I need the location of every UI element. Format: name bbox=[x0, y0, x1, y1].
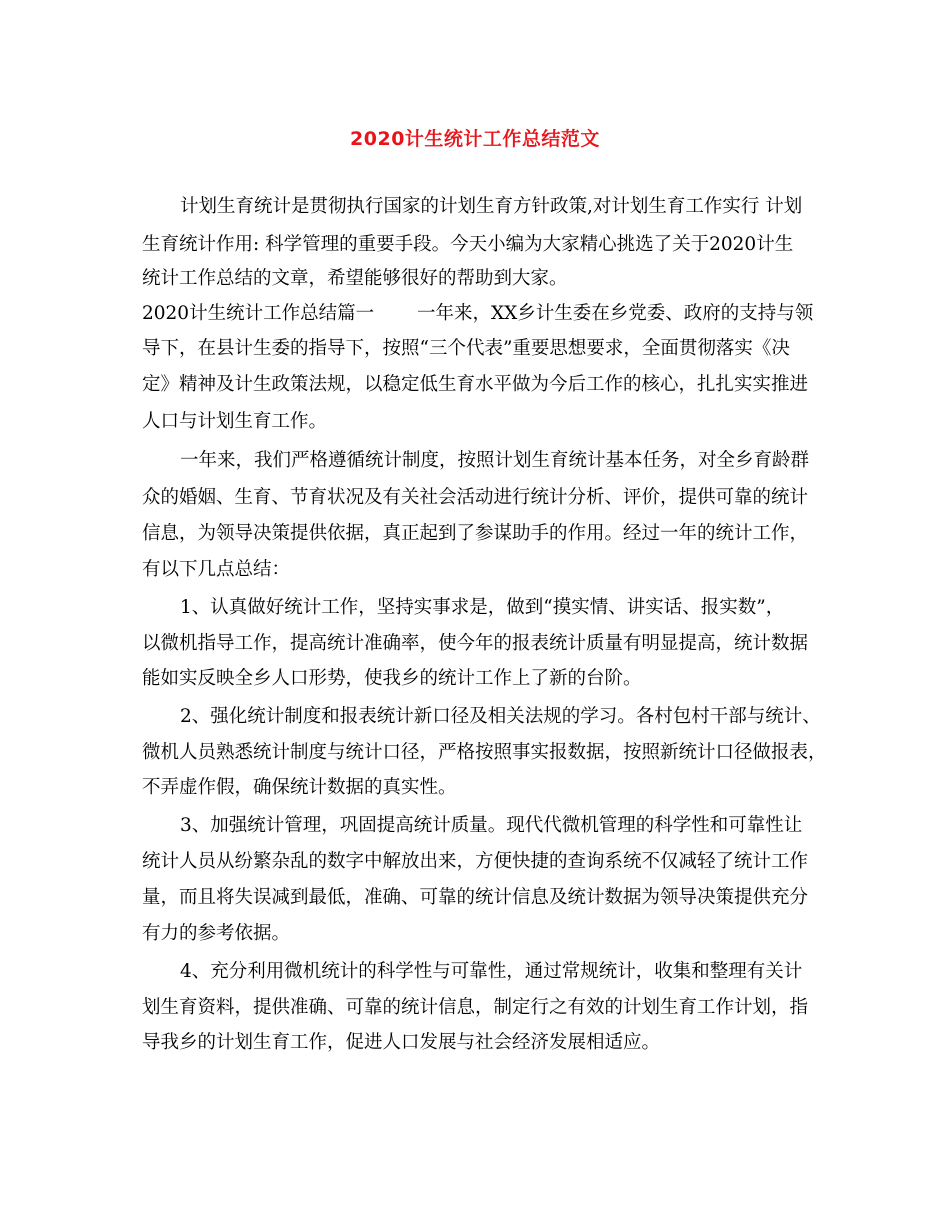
body-line: 统计工作总结的文章，希望能够很好的帮助到大家。 bbox=[142, 268, 568, 289]
body-line: 2、强化统计制度和报表统计新口径及相关法规的学习。各村包村干部与统计、 bbox=[180, 706, 821, 727]
body-line: 有力的参考依据。 bbox=[142, 923, 291, 944]
body-line: 不弄虚作假，确保统计数据的真实性。 bbox=[142, 777, 457, 798]
body-line: 微机人员熟悉统计制度与统计口径，严格按照事实报数据，按照新统计口径做报表， bbox=[142, 742, 827, 763]
body-line: 划生育资料，提供准确、可靠的统计信息，制定行之有效的计划生育工作计划，指 bbox=[142, 997, 809, 1018]
body-line: 以微机指导工作，提高统计准确率，使今年的报表统计质量有明显提高，统计数据 bbox=[142, 633, 809, 654]
body-line: 量，而且将失误减到最低，准确、可靠的统计信息及统计数据为领导决策提供充分 bbox=[142, 887, 809, 908]
body-line: 人口与计划生育工作。 bbox=[142, 411, 328, 432]
body-line: 导下，在县计生委的指导下，按照“三个代表”重要思想要求，全面贯彻落实《决 bbox=[142, 338, 790, 359]
body-line: 统计人员从纷繁杂乱的数字中解放出来，方便快捷的查询系统不仅减轻了统计工作 bbox=[142, 851, 809, 872]
body-line: 生育统计作用: 科学管理的重要手段。今天小编为大家精心挑选了关于2020计生 bbox=[142, 234, 794, 255]
body-line: 能如实反映全乡人口形势，使我乡的统计工作上了新的台阶。 bbox=[142, 668, 642, 689]
body-line: 定》精神及计生政策法规，以稳定低生育水平做为今后工作的核心，扎扎实实推进 bbox=[142, 374, 809, 395]
body-line: 2020计生统计工作总结篇一 一年来，XX乡计生委在乡党委、政府的支持与领 bbox=[142, 303, 814, 324]
page-title: 2020计生统计工作总结范文 bbox=[350, 128, 600, 150]
body-line: 众的婚姻、生育、节育状况及有关社会活动进行统计分析、评价，提供可靠的统计 bbox=[142, 487, 809, 508]
body-line: 导我乡的计划生育工作，促进人口发展与社会经济发展相适应。 bbox=[142, 1032, 661, 1053]
body-line: 计划生育统计是贯彻执行国家的计划生育方针政策,对计划生育工作实行 计划 bbox=[180, 196, 803, 217]
body-line: 4、充分利用微机统计的科学性与可靠性，通过常规统计，收集和整理有关计 bbox=[180, 961, 803, 982]
body-line: 一年来，我们严格遵循统计制度，按照计划生育统计基本任务，对全乡育龄群 bbox=[180, 450, 810, 471]
body-line: 信息，为领导决策提供依据，真正起到了参谋助手的作用。经过一年的统计工作， bbox=[142, 523, 809, 544]
body-line: 3、加强统计管理，巩固提高统计质量。现代代微机管理的科学性和可靠性让 bbox=[180, 815, 803, 836]
body-line: 有以下几点总结： bbox=[142, 559, 291, 580]
body-line: 1、认真做好统计工作，坚持实事求是，做到“摸实情、讲实话、报实数”， bbox=[180, 597, 785, 618]
